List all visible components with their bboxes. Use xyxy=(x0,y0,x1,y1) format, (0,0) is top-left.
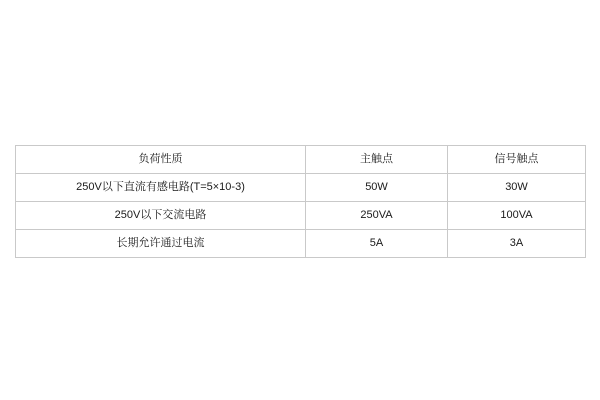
table-header-row xyxy=(16,146,586,174)
cell-load-nature: 250V以下交流电路 xyxy=(16,202,306,230)
cell-main-contact: 5A xyxy=(306,230,448,258)
cell-signal-contact: 100VA xyxy=(448,202,586,230)
column-header-main-contact: 主触点 xyxy=(306,146,448,174)
cell-main-contact: 50W xyxy=(306,174,448,202)
table-row xyxy=(16,202,586,230)
cell-load-nature: 长期允许通过电流 xyxy=(16,230,306,258)
spec-table-container xyxy=(15,145,585,258)
table-header xyxy=(16,146,586,174)
cell-load-nature: 250V以下直流有感电路(T=5×10-3) xyxy=(16,174,306,202)
column-header-signal-contact: 信号触点 xyxy=(448,146,586,174)
cell-main-contact: 250VA xyxy=(306,202,448,230)
cell-signal-contact: 3A xyxy=(448,230,586,258)
column-header-load-nature: 负荷性质 xyxy=(16,146,306,174)
table-row xyxy=(16,230,586,258)
contact-rating-table xyxy=(15,145,586,258)
table-body xyxy=(16,174,586,258)
table-row xyxy=(16,174,586,202)
cell-signal-contact: 30W xyxy=(448,174,586,202)
